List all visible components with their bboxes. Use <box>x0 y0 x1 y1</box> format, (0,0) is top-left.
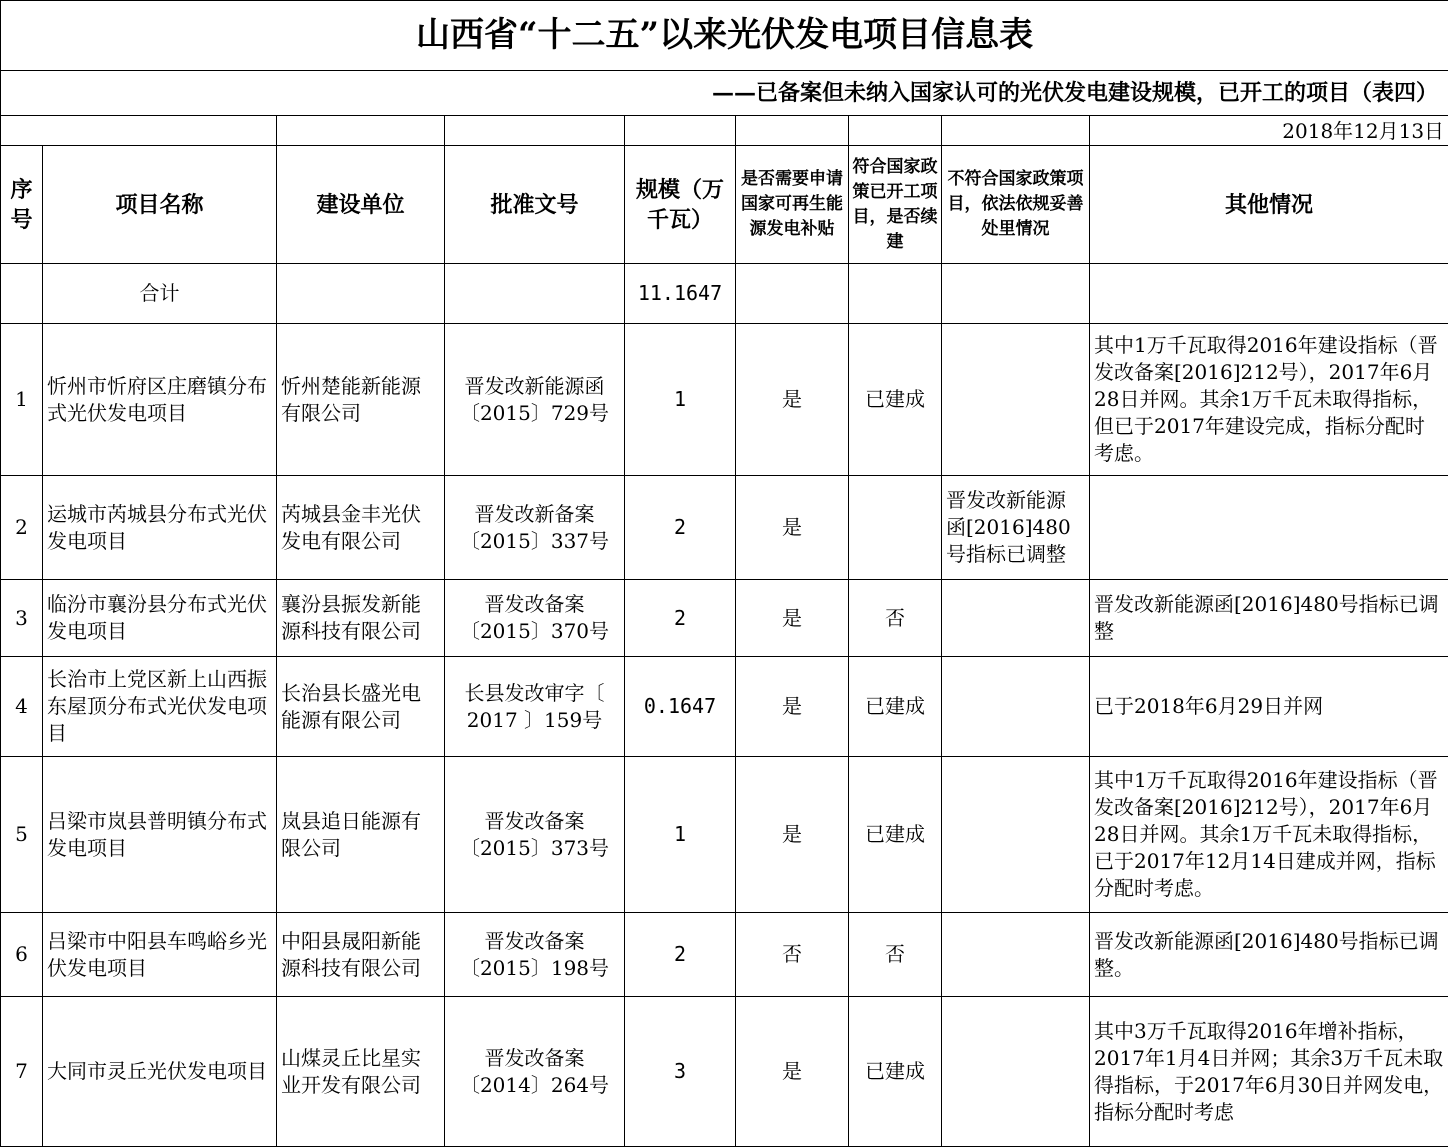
row-seq: 5 <box>1 757 43 913</box>
header-subsidy: 是否需要申请国家可再生能源发电补贴 <box>736 146 849 264</box>
row-subsidy: 是 <box>736 580 849 657</box>
total-blank-cell <box>736 264 849 324</box>
header-seq: 序号 <box>1 146 43 264</box>
row-construction-unit: 中阳县晟阳新能源科技有限公司 <box>277 913 445 997</box>
row-seq: 2 <box>1 476 43 580</box>
row-subsidy: 是 <box>736 657 849 757</box>
row-noncompliant <box>942 580 1090 657</box>
date-row-blank-cell <box>625 116 736 146</box>
page-title: 山西省“十二五”以来光伏发电项目信息表 <box>1 1 1448 71</box>
row-other: 晋发改新能源函[2016]480号指标已调整 <box>1090 580 1448 657</box>
row-other: 已于2018年6月29日并网 <box>1090 657 1448 757</box>
row-compliant: 否 <box>849 913 942 997</box>
row-project-name: 忻州市忻府区庄磨镇分布式光伏发电项目 <box>43 324 277 476</box>
header-row <box>1 146 1448 264</box>
page-subtitle: ——已备案但未纳入国家认可的光伏发电建设规模，已开工的项目（表四） <box>1 71 1448 116</box>
date-row-blank-cell <box>849 116 942 146</box>
header-name: 项目名称 <box>43 146 277 264</box>
total-label: 合计 <box>43 264 277 324</box>
subtitle-row <box>1 71 1448 116</box>
row-seq: 4 <box>1 657 43 757</box>
row-compliant: 否 <box>849 580 942 657</box>
table-row <box>1 913 1448 997</box>
row-approval-number: 晋发改备案〔2014〕264号 <box>445 997 625 1147</box>
date-row <box>1 116 1448 146</box>
row-compliant: 已建成 <box>849 324 942 476</box>
total-blank-cell <box>849 264 942 324</box>
row-construction-unit: 襄汾县振发新能源科技有限公司 <box>277 580 445 657</box>
row-scale: 2 <box>625 913 736 997</box>
row-approval-number: 晋发改新备案〔2015〕337号 <box>445 476 625 580</box>
date-row-blank-cell <box>736 116 849 146</box>
row-scale: 3 <box>625 997 736 1147</box>
row-approval-number: 晋发改备案〔2015〕373号 <box>445 757 625 913</box>
row-project-name: 运城市芮城县分布式光伏发电项目 <box>43 476 277 580</box>
row-other: 晋发改新能源函[2016]480号指标已调整。 <box>1090 913 1448 997</box>
total-blank-cell <box>277 264 445 324</box>
row-noncompliant <box>942 657 1090 757</box>
row-scale: 1 <box>625 324 736 476</box>
row-project-name: 吕梁市岚县普明镇分布式发电项目 <box>43 757 277 913</box>
date-row-blank-cell <box>445 116 625 146</box>
row-subsidy: 是 <box>736 324 849 476</box>
title-row <box>1 1 1448 71</box>
row-approval-number: 晋发改新能源函〔2015〕729号 <box>445 324 625 476</box>
row-noncompliant <box>942 997 1090 1147</box>
total-scale: 11.1647 <box>625 264 736 324</box>
header-noncompliant: 不符合国家政策项目，依法依规妥善处里情况 <box>942 146 1090 264</box>
table-row <box>1 757 1448 913</box>
row-construction-unit: 芮城县金丰光伏发电有限公司 <box>277 476 445 580</box>
header-scale: 规模（万千瓦） <box>625 146 736 264</box>
header-compliant: 符合国家政策已开工项目，是否续建 <box>849 146 942 264</box>
row-construction-unit: 岚县追日能源有限公司 <box>277 757 445 913</box>
total-blank-cell <box>445 264 625 324</box>
row-approval-number: 晋发改备案〔2015〕198号 <box>445 913 625 997</box>
row-compliant: 已建成 <box>849 657 942 757</box>
total-blank-cell <box>1 264 43 324</box>
table-row <box>1 997 1448 1147</box>
row-subsidy: 是 <box>736 997 849 1147</box>
table-row <box>1 476 1448 580</box>
date-row-blank-cell <box>277 116 445 146</box>
total-blank-cell <box>942 264 1090 324</box>
row-subsidy: 是 <box>736 476 849 580</box>
row-seq: 1 <box>1 324 43 476</box>
row-compliant <box>849 476 942 580</box>
row-scale: 1 <box>625 757 736 913</box>
row-seq: 3 <box>1 580 43 657</box>
row-project-name: 临汾市襄汾县分布式光伏发电项目 <box>43 580 277 657</box>
row-noncompliant <box>942 324 1090 476</box>
header-approval: 批准文号 <box>445 146 625 264</box>
table-row <box>1 324 1448 476</box>
row-subsidy: 是 <box>736 757 849 913</box>
row-noncompliant <box>942 913 1090 997</box>
row-scale: 0.1647 <box>625 657 736 757</box>
row-noncompliant <box>942 757 1090 913</box>
report-date: 2018年12月13日 <box>1090 116 1448 146</box>
row-scale: 2 <box>625 476 736 580</box>
table-row <box>1 580 1448 657</box>
row-approval-number: 长县发改审字〔 2017 〕159号 <box>445 657 625 757</box>
row-compliant: 已建成 <box>849 757 942 913</box>
header-unit: 建设单位 <box>277 146 445 264</box>
row-construction-unit: 忻州楚能新能源有限公司 <box>277 324 445 476</box>
date-row-blank-cell <box>942 116 1090 146</box>
row-compliant: 已建成 <box>849 997 942 1147</box>
row-other: 其中1万千瓦取得2016年建设指标（晋发改备案[2016]212号），2017年6月28日并网。其余1万千瓦未取得指标，但已于2017年建设完成，指标分配时考虑。 <box>1090 324 1448 476</box>
row-other: 其中3万千瓦取得2016年增补指标，2017年1月4日并网；其余3万千瓦未取得指标，于2017年6月30日并网发电，指标分配时考虑 <box>1090 997 1448 1147</box>
row-project-name: 吕梁市中阳县车鸣峪乡光伏发电项目 <box>43 913 277 997</box>
row-other: 其中1万千瓦取得2016年建设指标（晋发改备案[2016]212号），2017年6月28日并网。其余1万千瓦未取得指标，已于2017年12月14日建成并网，指标分配时考虑。 <box>1090 757 1448 913</box>
date-row-blank-cell <box>1 116 277 146</box>
table-row <box>1 657 1448 757</box>
row-seq: 6 <box>1 913 43 997</box>
row-project-name: 大同市灵丘光伏发电项目 <box>43 997 277 1147</box>
row-project-name: 长治市上党区新上山西振东屋顶分布式光伏发电项目 <box>43 657 277 757</box>
total-row <box>1 264 1448 324</box>
row-seq: 7 <box>1 997 43 1147</box>
row-construction-unit: 山煤灵丘比星实业开发有限公司 <box>277 997 445 1147</box>
row-approval-number: 晋发改备案〔2015〕370号 <box>445 580 625 657</box>
row-noncompliant: 晋发改新能源函[2016]480号指标已调整 <box>942 476 1090 580</box>
total-blank-cell <box>1090 264 1448 324</box>
row-subsidy: 否 <box>736 913 849 997</box>
row-other <box>1090 476 1448 580</box>
row-construction-unit: 长治县长盛光电能源有限公司 <box>277 657 445 757</box>
header-other: 其他情况 <box>1090 146 1448 264</box>
row-scale: 2 <box>625 580 736 657</box>
